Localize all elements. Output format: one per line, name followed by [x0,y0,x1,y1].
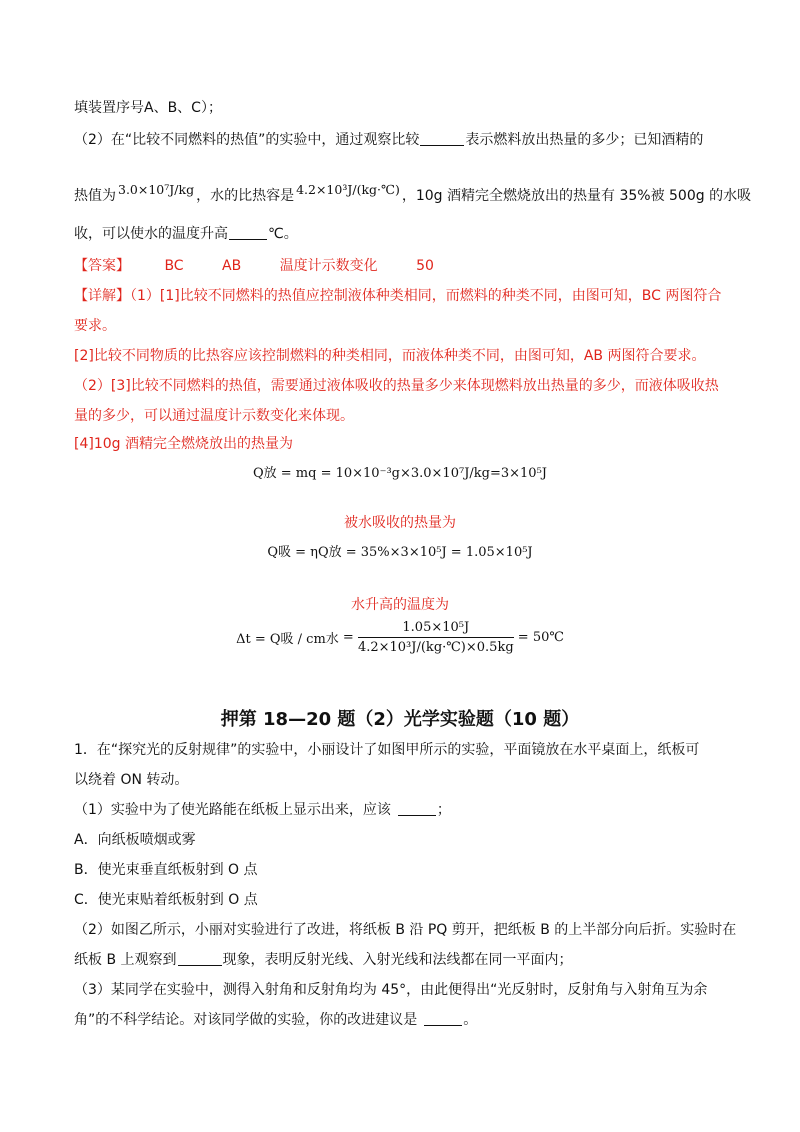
explain-line-6 [74,434,293,454]
q1-s2b-b: 现象，表明反射光线、入射光线和法线都在同一平面内； [222,952,573,968]
q1-sub2-line-2 [74,950,573,970]
q1-sub3-line-2 [74,1010,477,1030]
section-title [0,705,800,731]
explain-line-2 [74,316,116,336]
explain-p3b: 量的多少，可以通过温度计示数变化来体现。 [74,408,354,424]
q1-stem-a: 1．在“探究光的反射规律”的实验中，小丽设计了如图甲所示的实验，平面镜放在水平桌面上，纸板可 [74,742,700,758]
q1-option-c [74,890,258,910]
q1-stem-line-2 [74,770,188,790]
text-l2a: （2）在“比较不同燃料的热值”的实验中，通过观察比较 [74,132,420,148]
question-line-3 [74,180,751,206]
heat-value-formula: 3.0×10⁷J/kg [118,182,195,197]
explain-p1a: （1）[1]比较不同燃料的热值应控制液体种类相同，而燃料的种类不同，由图可知，BC 两图符合 [130,288,722,304]
equation-1-text: Q放 = mq = 10×10⁻³g×3.0×10⁷J/kg=3×10⁵J [252,466,548,481]
answer-blank-1[interactable] [420,131,464,146]
explain-p2: [2]比较不同物质的比热容应该控制燃料的种类相同，而液体种类不同，由图可知，AB 两图符合要求。 [74,348,706,364]
text-l2b: 表示燃料放出热量的多少；已知酒精的 [465,132,704,148]
q1-option-b-text: B．使光束垂直纸板射到 O 点 [74,862,258,878]
answer-blank-5[interactable] [424,1011,462,1026]
caption-3-text: 水升高的温度为 [351,597,449,613]
equation-3-result: = 50℃ [517,630,564,645]
q1-option-b [74,860,258,880]
equation-3-denominator: 4.2×10³J/(kg·℃)×0.5kg [357,640,514,655]
q1-s1-end: ； [436,802,451,818]
explain-p1b: 要求。 [74,318,116,334]
section-title-text: 押第 18—20 题（2）光学实验题（10 题） [220,709,580,730]
q1-stem-b: 以绕着 ON 转动。 [74,772,189,788]
explain-p3a: （2）[3]比较不同燃料的热值，需要通过液体吸收的热量多少来体现燃料放出热量的多少，而液体吸收热 [74,378,719,394]
explain-line-1 [74,286,721,306]
q1-option-a-text: A．向纸板喷烟或雾 [74,832,196,848]
equation-3: Δt = Q吸 / cm水 = $\frac{\text{1.05×10⁵J}}{\text{4.2×10³J/(kg·℃)×0.5kg}}$ = 50℃ [236,620,564,655]
explain-label: 【详解】 [74,288,130,304]
answer-4: 50 [416,258,434,274]
equation-2-text: Q吸 = ηQ放 = 35%×3×10⁵J = 1.05×10⁵J [267,545,533,560]
answer-label: 【答案】 [74,258,130,274]
text-l4b: ℃。 [268,226,298,242]
question-line-1 [74,98,222,118]
answer-blank-3[interactable] [398,801,436,816]
specific-heat-formula: 4.2×10³J/(kg·℃) [296,182,400,197]
q1-sub1 [74,800,451,820]
q1-sub3-line-1 [74,980,707,1000]
question-line-2 [74,130,703,150]
equation-3-lhs: Δt = Q吸 / cm水 [236,632,339,647]
explain-line-5 [74,406,354,426]
caption-2 [0,512,800,532]
answer-1: BC [164,258,184,274]
text-l4a: 收，可以使水的温度升高 [74,226,228,242]
q1-s3b-b: 。 [463,1012,478,1028]
q1-sub2-line-1 [74,920,736,940]
equation-1 [0,462,800,481]
text-l3c: ，10g 酒精完全燃烧放出的热量有 35%被 500g 的水吸 [401,188,752,204]
equation-2 [0,541,800,560]
answer-line [74,256,434,276]
q1-s1: （1）实验中为了使光路能在纸板上显示出来，应该 [74,802,391,818]
text-l1: 填装置序号A、B、C）； [74,100,222,116]
equation-3-numerator: 1.05×10⁵J [358,620,514,638]
explain-line-4 [74,376,719,396]
q1-s2a: （2）如图乙所示，小丽对实验进行了改进，将纸板 B 沿 PQ 剪开，把纸板 B 的上半部分向后折。实验时在 [74,922,737,938]
equation-3-fraction [358,620,514,655]
answer-blank-2[interactable] [229,225,267,240]
caption-3 [0,594,800,614]
caption-2-text: 被水吸收的热量为 [344,515,456,531]
explain-line-3 [74,346,705,366]
text-l3a: 热值为 [74,188,116,204]
question-line-4 [74,224,298,244]
answer-blank-4[interactable] [178,951,222,966]
answer-2: AB [222,258,242,274]
explain-p4: [4]10g 酒精完全燃烧放出的热量为 [74,436,293,452]
q1-stem-line-1 [74,740,699,760]
q1-s3a: （3）某同学在实验中，测得入射角和反射角均为 45°，由此便得出“光反射时，反射角与入射角互为余 [74,982,708,998]
q1-s3b-a: 角”的不科学结论。对该同学做的实验，你的改进建议是 [74,1012,418,1028]
q1-s2b-a: 纸板 B 上观察到 [74,952,177,968]
q1-option-c-text: C．使光束贴着纸板射到 O 点 [74,892,258,908]
text-l3b: ，水的比热容是 [196,188,295,204]
answer-3: 温度计示数变化 [279,258,378,274]
q1-option-a [74,830,196,850]
